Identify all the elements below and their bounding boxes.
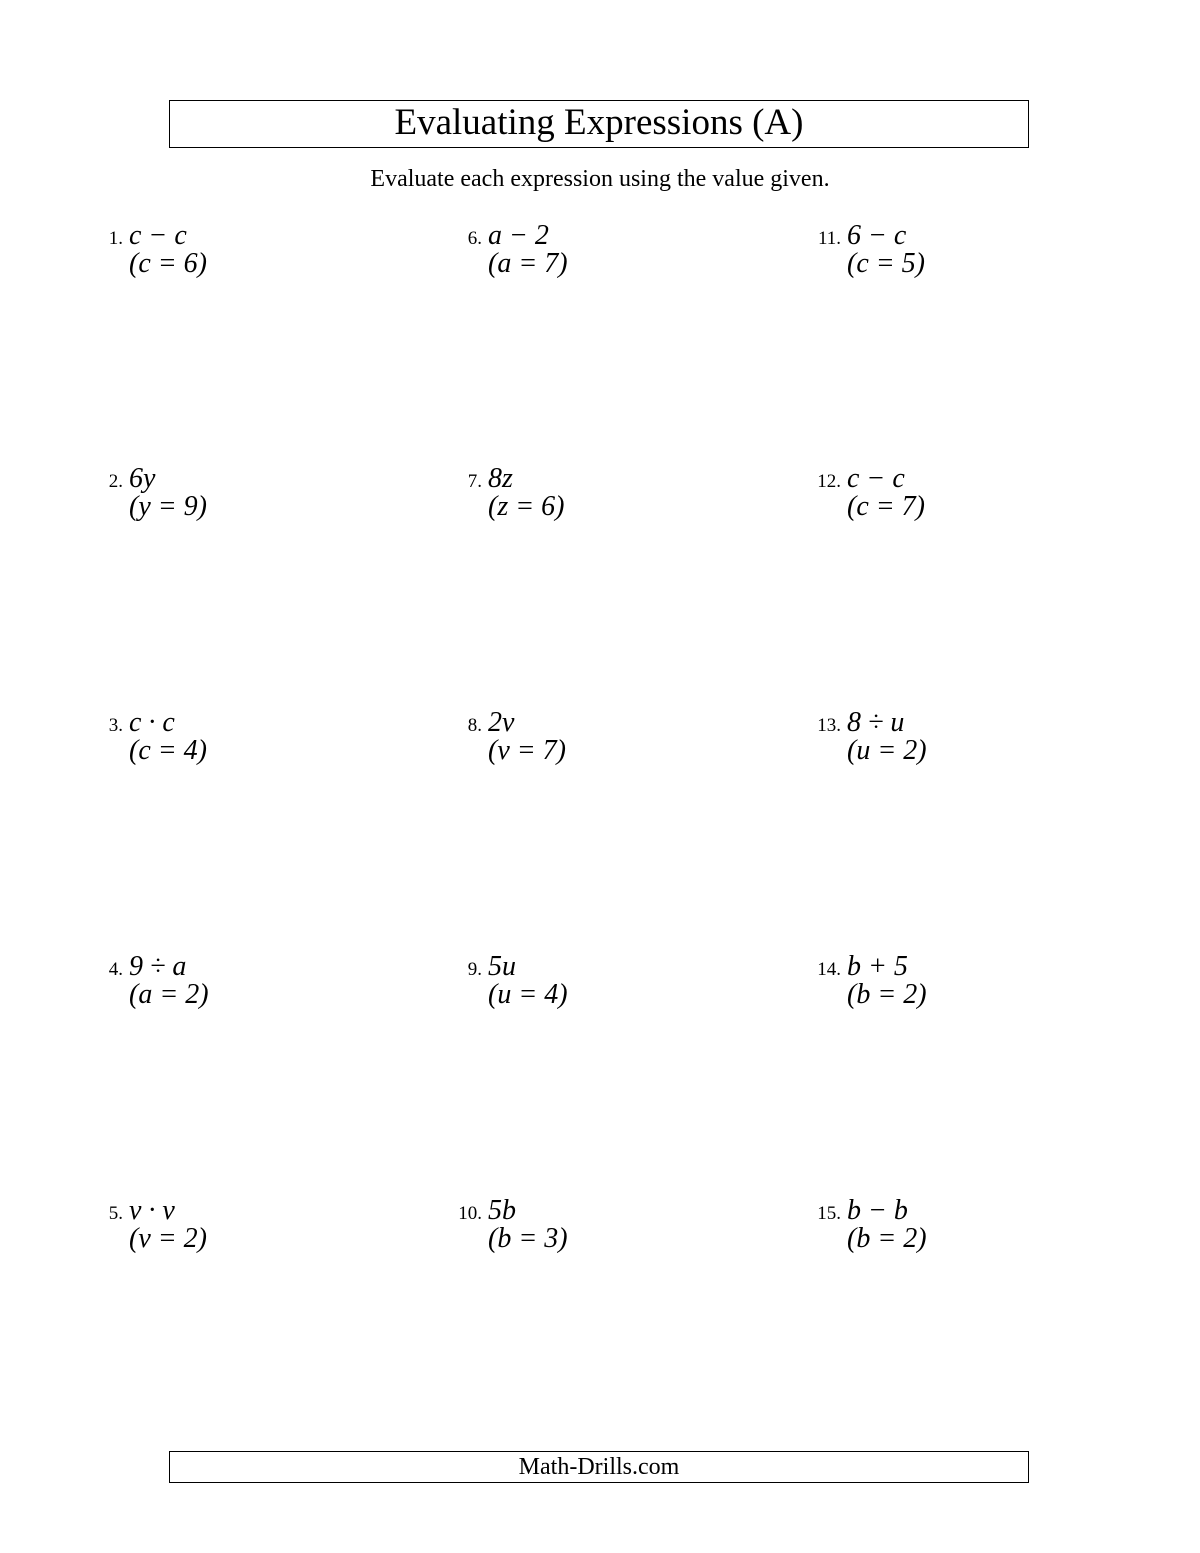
problem-7	[448, 463, 748, 533]
problem-expression: 8 ÷ u	[847, 707, 905, 738]
problem-given-value: (c = 7)	[847, 491, 925, 522]
problem-14	[807, 951, 1107, 1021]
problem-given-value: (c = 6)	[129, 248, 207, 279]
problem-given-value: (c = 4)	[129, 735, 207, 766]
problem-number: 1.	[108, 228, 123, 249]
problem-number: 4.	[108, 959, 123, 980]
problem-given-value: (b = 2)	[847, 979, 927, 1010]
problem-given-value: (b = 2)	[847, 1223, 927, 1254]
problem-given-value: (b = 3)	[488, 1223, 568, 1254]
problem-3	[89, 707, 389, 777]
problem-given-value: (v = 2)	[129, 1223, 207, 1254]
problem-number: 2.	[108, 471, 123, 492]
problem-number: 14.	[817, 959, 841, 980]
problem-given-value: (u = 4)	[488, 979, 568, 1010]
problem-expression: 8z	[488, 463, 513, 494]
problem-number: 5.	[108, 1203, 123, 1224]
problem-expression: v · v	[129, 1195, 175, 1226]
problem-expression: 5u	[488, 951, 516, 982]
problem-expression: 6y	[129, 463, 156, 494]
problem-5	[89, 1195, 389, 1265]
problem-1	[89, 220, 389, 290]
problem-number: 7.	[467, 471, 482, 492]
problem-expression: c − c	[129, 220, 187, 251]
problem-number: 11.	[817, 228, 841, 249]
problem-expression: 9 ÷ a	[129, 951, 187, 982]
problem-given-value: (v = 7)	[488, 735, 566, 766]
problem-10	[448, 1195, 748, 1265]
problem-number: 15.	[817, 1203, 841, 1224]
problem-expression: 5b	[488, 1195, 516, 1226]
problem-11	[807, 220, 1107, 290]
problem-given-value: (y = 9)	[129, 491, 207, 522]
problem-15	[807, 1195, 1107, 1265]
problem-given-value: (a = 7)	[488, 248, 568, 279]
problem-expression: c · c	[129, 707, 175, 738]
problem-9	[448, 951, 748, 1021]
problem-given-value: (a = 2)	[129, 979, 209, 1010]
problem-number: 8.	[467, 715, 482, 736]
problem-number: 12.	[817, 471, 841, 492]
problem-number: 3.	[108, 715, 123, 736]
problem-expression: 6 − c	[847, 220, 907, 251]
problem-expression: a − 2	[488, 220, 549, 251]
problem-expression: 2v	[488, 707, 515, 738]
worksheet-footer: Math-Drills.com	[169, 1451, 1029, 1483]
problem-given-value: (u = 2)	[847, 735, 927, 766]
problem-expression: b − b	[847, 1195, 908, 1226]
problem-12	[807, 463, 1107, 533]
problem-number: 6.	[467, 228, 482, 249]
problem-8	[448, 707, 748, 777]
problem-2	[89, 463, 389, 533]
problem-number: 9.	[467, 959, 482, 980]
problem-number: 10.	[458, 1203, 482, 1224]
problem-6	[448, 220, 748, 290]
problem-given-value: (z = 6)	[488, 491, 565, 522]
problem-expression: c − c	[847, 463, 905, 494]
problem-13	[807, 707, 1107, 777]
problem-number: 13.	[817, 715, 841, 736]
worksheet-instructions: Evaluate each expression using the value given.	[370, 166, 830, 192]
worksheet-title: Evaluating Expressions (A)	[169, 100, 1029, 148]
problem-expression: b + 5	[847, 951, 908, 982]
problem-given-value: (c = 5)	[847, 248, 925, 279]
problem-4	[89, 951, 389, 1021]
